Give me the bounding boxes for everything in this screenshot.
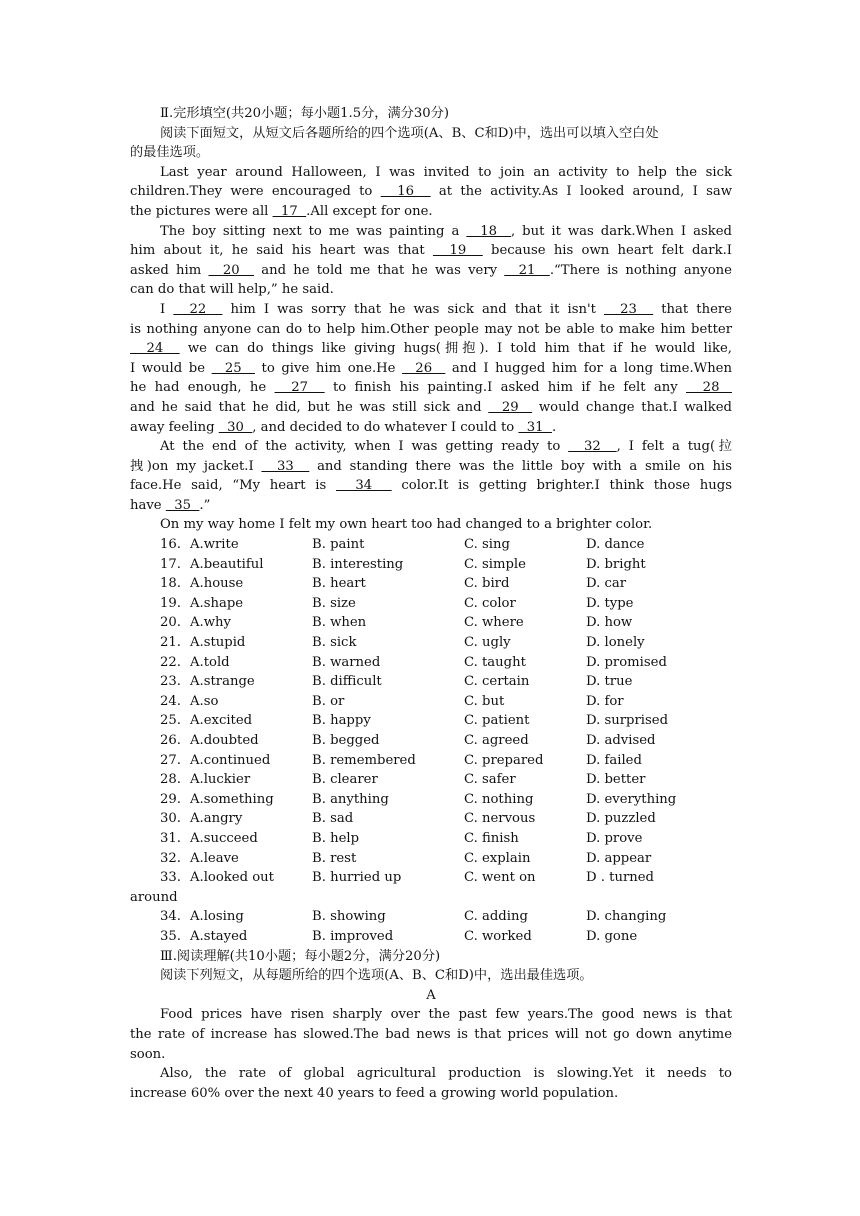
passage-line: face.He said, “My heart is 34 color.It is getting brighter.I think those hugs [130, 478, 732, 494]
option-choice: C. color [464, 595, 516, 611]
passage-line: increase 60% over the next 40 years to feed a growing world population. [130, 1085, 619, 1101]
option-choice: C. finish [464, 830, 519, 846]
passage-line: him about it, he said his heart was that 19 because his own heart felt dark.I [130, 243, 732, 259]
question-number: 32. [160, 850, 181, 866]
option-choice: B. clearer [312, 772, 378, 788]
option-choice: B. difficult [312, 674, 382, 690]
option-choice: B. hurried up [312, 870, 402, 886]
blank-slot: 33 [261, 458, 310, 474]
option-choice: A.write [190, 537, 239, 553]
option-choice: A.something [190, 791, 274, 807]
option-choice: C. safer [464, 772, 516, 788]
option-row [130, 594, 732, 614]
option-choice: C. taught [464, 654, 526, 670]
passage-line: The boy sitting next to me was painting a 18 , but it was dark.When I asked [160, 223, 732, 239]
passage-line: can do that will help,” he said. [130, 282, 334, 298]
blank-slot: 28 [686, 380, 732, 396]
option-choice: A.stayed [190, 928, 248, 944]
option-row [130, 574, 732, 594]
options-list [130, 535, 732, 946]
question-number: 16. [160, 537, 181, 553]
blank-slot: 21 [504, 262, 550, 278]
option-row [130, 868, 732, 888]
option-choice: B. help [312, 830, 360, 846]
option-choice: B. begged [312, 733, 380, 748]
blank-slot: 30 [218, 419, 253, 435]
option-continuation: around [130, 889, 178, 905]
passage-line: away feeling 30 , and decided to do whatever I could to 31 . [130, 419, 557, 435]
section2-instruction: 阅读下面短文，从短文后各题所给的四个选项(A、B、C和D)中，选出可以填入空白处 [160, 125, 659, 141]
option-choice: A.continued [190, 752, 271, 768]
option-choice: B. when [312, 615, 367, 631]
passage-line: I 22 him I was sorry that he was sick and that it isn't 23 that there [160, 301, 732, 317]
question-number: 25. [160, 713, 181, 729]
option-choice: C. nothing [464, 791, 534, 807]
question-number: 34. [160, 909, 181, 925]
option-choice: D. how [586, 615, 633, 631]
passage-line: asked him 20 and he told me that he was very 21 .“There is nothing anyone [130, 262, 732, 278]
option-choice: A.succeed [190, 830, 258, 846]
option-row [130, 809, 732, 829]
question-number: 31. [160, 830, 181, 846]
option-choice: A.doubted [190, 733, 259, 748]
option-choice: C. explain [464, 850, 531, 866]
option-choice: A.leave [190, 850, 239, 866]
option-row [130, 731, 732, 751]
option-choice: A.told [190, 654, 230, 670]
question-number: 33. [160, 870, 181, 886]
blank-slot: 31 [518, 419, 552, 435]
option-choice: C. where [464, 615, 524, 631]
option-choice: B. size [312, 595, 356, 611]
part-label: A [426, 987, 436, 1003]
option-choice: D. true [586, 674, 633, 690]
option-choice: A.house [190, 576, 244, 592]
question-number: 29. [160, 791, 181, 807]
option-choice: D. puzzled [586, 811, 656, 827]
option-choice: D. changing [586, 909, 667, 925]
option-choice: B. showing [312, 909, 386, 925]
question-number: 24. [160, 693, 181, 709]
passage-line: children.They were encouraged to 16 at the activity.As I looked around, I saw [130, 184, 732, 200]
option-choice: D. surprised [586, 713, 669, 729]
option-choice: A.looked out [190, 870, 274, 886]
option-choice: A.stupid [190, 635, 246, 651]
option-choice: B. warned [312, 654, 381, 670]
option-choice: C. sing [464, 537, 510, 553]
passage-line: and he said that he did, but he was still sick and 29 would change that.I walked [130, 399, 732, 415]
option-row [130, 849, 732, 869]
option-choice: A.shape [190, 595, 244, 611]
section3-instruction: 阅读下列短文，从每题所给的四个选项(A、B、C和D)中，选出最佳选项。 [160, 968, 593, 984]
option-choice: A.losing [190, 909, 244, 925]
option-choice: D. type [586, 595, 634, 611]
option-choice: D. everything [586, 791, 677, 807]
question-number: 27. [160, 752, 181, 768]
question-number: 20. [160, 615, 181, 631]
option-choice: C. nervous [464, 811, 536, 827]
blank-slot: 25 [211, 360, 255, 376]
passage-line: Last year around Halloween, I was invited to join an activity to help the sick [160, 164, 732, 180]
question-number: 17. [160, 556, 181, 572]
blank-slot: 32 [568, 439, 617, 455]
blank-slot: 24 [130, 341, 180, 357]
option-choice: D. bright [586, 556, 646, 572]
blank-slot: 23 [603, 301, 654, 317]
question-number: 30. [160, 811, 181, 827]
option-choice: C. certain [464, 674, 530, 690]
option-row [130, 751, 732, 771]
option-row [130, 770, 732, 790]
question-number: 26. [160, 733, 181, 748]
option-row [130, 653, 732, 673]
blank-slot: 35 [165, 497, 200, 513]
option-row [130, 907, 732, 927]
passage-line: Also, the rate of global agricultural production is slowing.Yet it needs to [160, 1066, 732, 1082]
passage-line: On my way home I felt my own heart too had changed to a brighter color. [160, 517, 653, 533]
question-number: 23. [160, 674, 181, 690]
question-number: 21. [160, 635, 181, 651]
option-choice: D. advised [586, 733, 656, 748]
blank-slot: 16 [380, 184, 431, 200]
cloze-passage [130, 163, 732, 535]
option-choice: B. happy [312, 713, 371, 729]
blank-slot: 26 [402, 360, 446, 376]
question-number: 28. [160, 772, 181, 788]
option-choice: C. bird [464, 576, 510, 592]
passage-line: the rate of increase has slowed.The bad news is that prices will not go down anytime [130, 1026, 732, 1042]
option-choice: D. better [586, 772, 646, 788]
passage-line: I would be 25 to give him one.He 26 and I hugged him for a long time.When [130, 360, 732, 376]
option-choice: A.why [190, 615, 231, 631]
option-choice: A.beautiful [190, 556, 264, 572]
option-row [130, 555, 732, 575]
passage-line: 24 we can do things like giving hugs(拥抱). I told him that if he would like, [130, 341, 732, 357]
option-choice: A.angry [190, 811, 243, 827]
option-choice: D. for [586, 693, 624, 709]
option-row [130, 672, 732, 692]
option-choice: D. failed [586, 752, 642, 768]
option-row [130, 613, 732, 633]
option-row [130, 888, 732, 908]
option-choice: B. anything [312, 791, 389, 807]
option-choice: A.luckier [190, 772, 251, 788]
option-choice: D. promised [586, 654, 667, 670]
blank-slot: 19 [432, 243, 483, 259]
option-row [130, 633, 732, 653]
option-choice: C. worked [464, 928, 532, 944]
option-choice: B. paint [312, 537, 365, 553]
option-choice: D. car [586, 576, 627, 592]
option-row [130, 790, 732, 810]
option-choice: B. sad [312, 811, 354, 827]
option-choice: D . turned [586, 870, 654, 886]
blank-slot: 29 [488, 399, 533, 415]
blank-slot: 17 [272, 203, 307, 219]
option-row [130, 927, 732, 947]
passage-line: Food prices have risen sharply over the past few years.The good news is that [160, 1007, 732, 1023]
document-page [130, 104, 732, 1103]
question-number: 18. [160, 576, 181, 592]
option-choice: B. improved [312, 928, 394, 944]
option-choice: B. rest [312, 850, 357, 866]
option-choice: A.so [190, 693, 219, 709]
blank-slot: 27 [274, 380, 325, 396]
passage-line: At the end of the activity, when I was getting ready to 32 , I felt a tug(拉 [160, 439, 732, 455]
option-choice: C. patient [464, 713, 530, 729]
option-row [130, 829, 732, 849]
option-choice: B. heart [312, 576, 366, 592]
option-choice: C. but [464, 693, 505, 709]
option-choice: C. agreed [464, 733, 529, 748]
blank-slot: 34 [335, 478, 392, 494]
option-row [130, 692, 732, 712]
question-number: 19. [160, 595, 181, 611]
option-choice: C. prepared [464, 752, 544, 768]
option-choice: B. or [312, 693, 345, 709]
passage-line: soon. [130, 1046, 166, 1062]
option-choice: C. went on [464, 870, 536, 886]
option-choice: A.excited [190, 713, 253, 729]
section2-instruction-cont: 的最佳选项。 [130, 145, 210, 161]
section2-heading: Ⅱ.完形填空(共20小题；每小题1.5分，满分30分) [160, 106, 449, 121]
option-choice: A.strange [190, 674, 255, 690]
option-choice: C. simple [464, 556, 526, 572]
option-choice: B. remembered [312, 752, 416, 768]
question-number: 22. [160, 654, 181, 670]
option-choice: C. adding [464, 909, 528, 925]
passage-line: 拽)on my jacket.I 33 and standing there was the little boy with a smile on his [130, 458, 732, 474]
passage-line: have 35 .” [130, 497, 211, 513]
option-choice: D. appear [586, 850, 652, 866]
passage-line: is nothing anyone can do to help him.Other people may not be able to make him better [130, 321, 732, 337]
blank-slot: 22 [173, 301, 223, 317]
reading-passage [130, 1005, 732, 1103]
option-choice: D. prove [586, 830, 643, 846]
option-row [130, 711, 732, 731]
passage-line: the pictures were all 17 .All except for one. [130, 203, 433, 219]
option-choice: D. gone [586, 928, 638, 944]
section3-heading: Ⅲ.阅读理解(共10小题；每小题2分，满分20分) [160, 948, 441, 964]
blank-slot: 20 [208, 262, 255, 278]
blank-slot: 18 [466, 223, 512, 239]
option-choice: C. ugly [464, 635, 511, 651]
option-choice: D. lonely [586, 635, 645, 651]
question-number: 35. [160, 928, 181, 944]
option-choice: D. dance [586, 537, 645, 553]
option-row [130, 535, 732, 555]
option-choice: B. sick [312, 635, 357, 651]
passage-line: he had enough, he 27 to finish his painting.I asked him if he felt any 28 [130, 380, 732, 396]
option-choice: B. interesting [312, 556, 404, 572]
